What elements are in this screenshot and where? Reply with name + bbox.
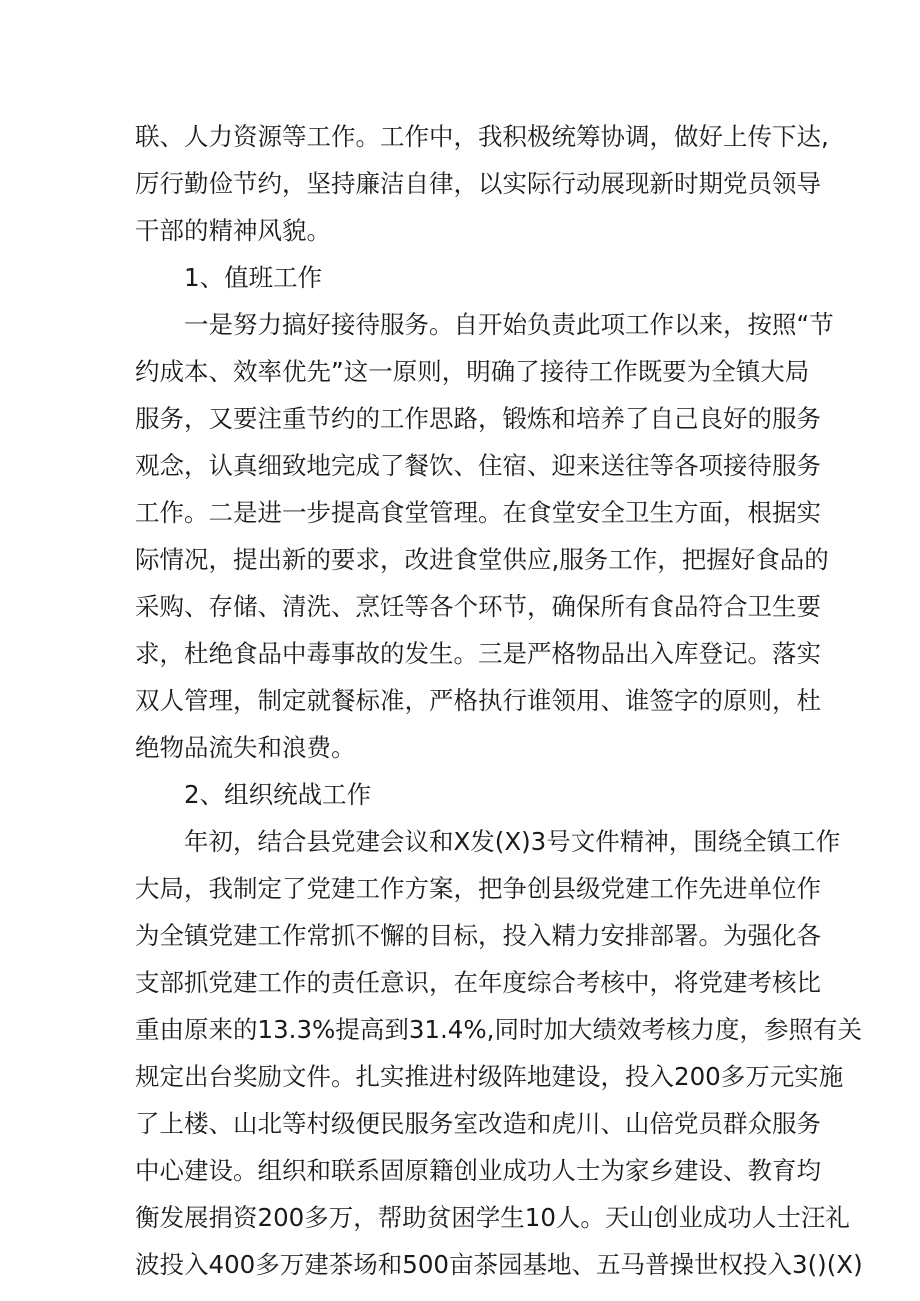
text-line: 服务，又要注重节约的工作思路，锻炼和培养了自己良好的服务 (135, 404, 821, 433)
section-heading-organization: 2、组织统战工作 (184, 780, 372, 809)
text-line: 支部抓党建工作的责任意识，在年度综合考核中，将党建考核比 (135, 968, 821, 997)
section-heading-duty: 1、值班工作 (184, 263, 323, 292)
text-line: 了上楼、山北等村级便民服务室改造和虎川、山倍党员群众服务 (135, 1109, 821, 1138)
text-line: 际情况，提出新的要求，改进食堂供应,服务工作，把握好食品的 (135, 545, 829, 574)
text-line: 重由原来的13.3%提高到31.4%,同时加大绩效考核力度，参照有关 (135, 1015, 862, 1044)
text-line: 衡发展捐资200多万，帮助贫困学生10人。天山创业成功人士汪礼 (135, 1203, 850, 1232)
paragraph-organization (135, 818, 863, 1288)
text-line: 工作。二是进一步提高食堂管理。在食堂安全卫生方面，根据实 (135, 498, 821, 527)
text-line: 联、人力资源等工作。工作中，我积极统筹协调，做好上传下达, (135, 122, 829, 151)
text-line: 大局，我制定了党建工作方案，把争创县级党建工作先进单位作 (135, 874, 821, 903)
paragraph-intro (135, 113, 829, 254)
text-line: 干部的精神风貌。 (135, 216, 331, 245)
text-line: 双人管理，制定就餐标准，严格执行谁领用、谁签字的原则，杜 (135, 686, 821, 715)
text-line: 厉行勤俭节约，坚持廉洁自律，以实际行动展现新时期党员领导 (135, 169, 821, 198)
text-line: 约成本、效率优先”这一原则，明确了接待工作既要为全镇大局 (135, 357, 810, 386)
text-line: 绝物品流失和浪费。 (135, 733, 356, 762)
text-line: 规定出台奖励文件。扎实推进村级阵地建设，投入200多万元实施 (135, 1062, 844, 1091)
text-line: 中心建设。组织和联系固原籍创业成功人士为家乡建设、教育均 (135, 1156, 821, 1185)
text-line: 波投入400多万建茶场和500亩茶园基地、五马普操世权投入3()(X) (135, 1250, 863, 1279)
text-line: 观念，认真细致地完成了餐饮、住宿、迎来送往等各项接待服务 (135, 451, 821, 480)
text-line: 年初，结合县党建会议和X发(X)3号文件精神，围绕全镇工作 (184, 827, 841, 856)
text-line: 为全镇党建工作常抓不懈的目标，投入精力安排部署。为强化各 (135, 921, 821, 950)
text-line: 一是努力搞好接待服务。自开始负责此项工作以来，按照“节 (184, 310, 834, 339)
document-body (135, 113, 863, 1288)
text-line: 采购、存储、清洗、烹饪等各个环节，确保所有食品符合卫生要 (135, 592, 821, 621)
paragraph-duty (135, 301, 834, 771)
text-line: 求，杜绝食品中毒事故的发生。三是严格物品出入库登记。落实 (135, 639, 821, 668)
